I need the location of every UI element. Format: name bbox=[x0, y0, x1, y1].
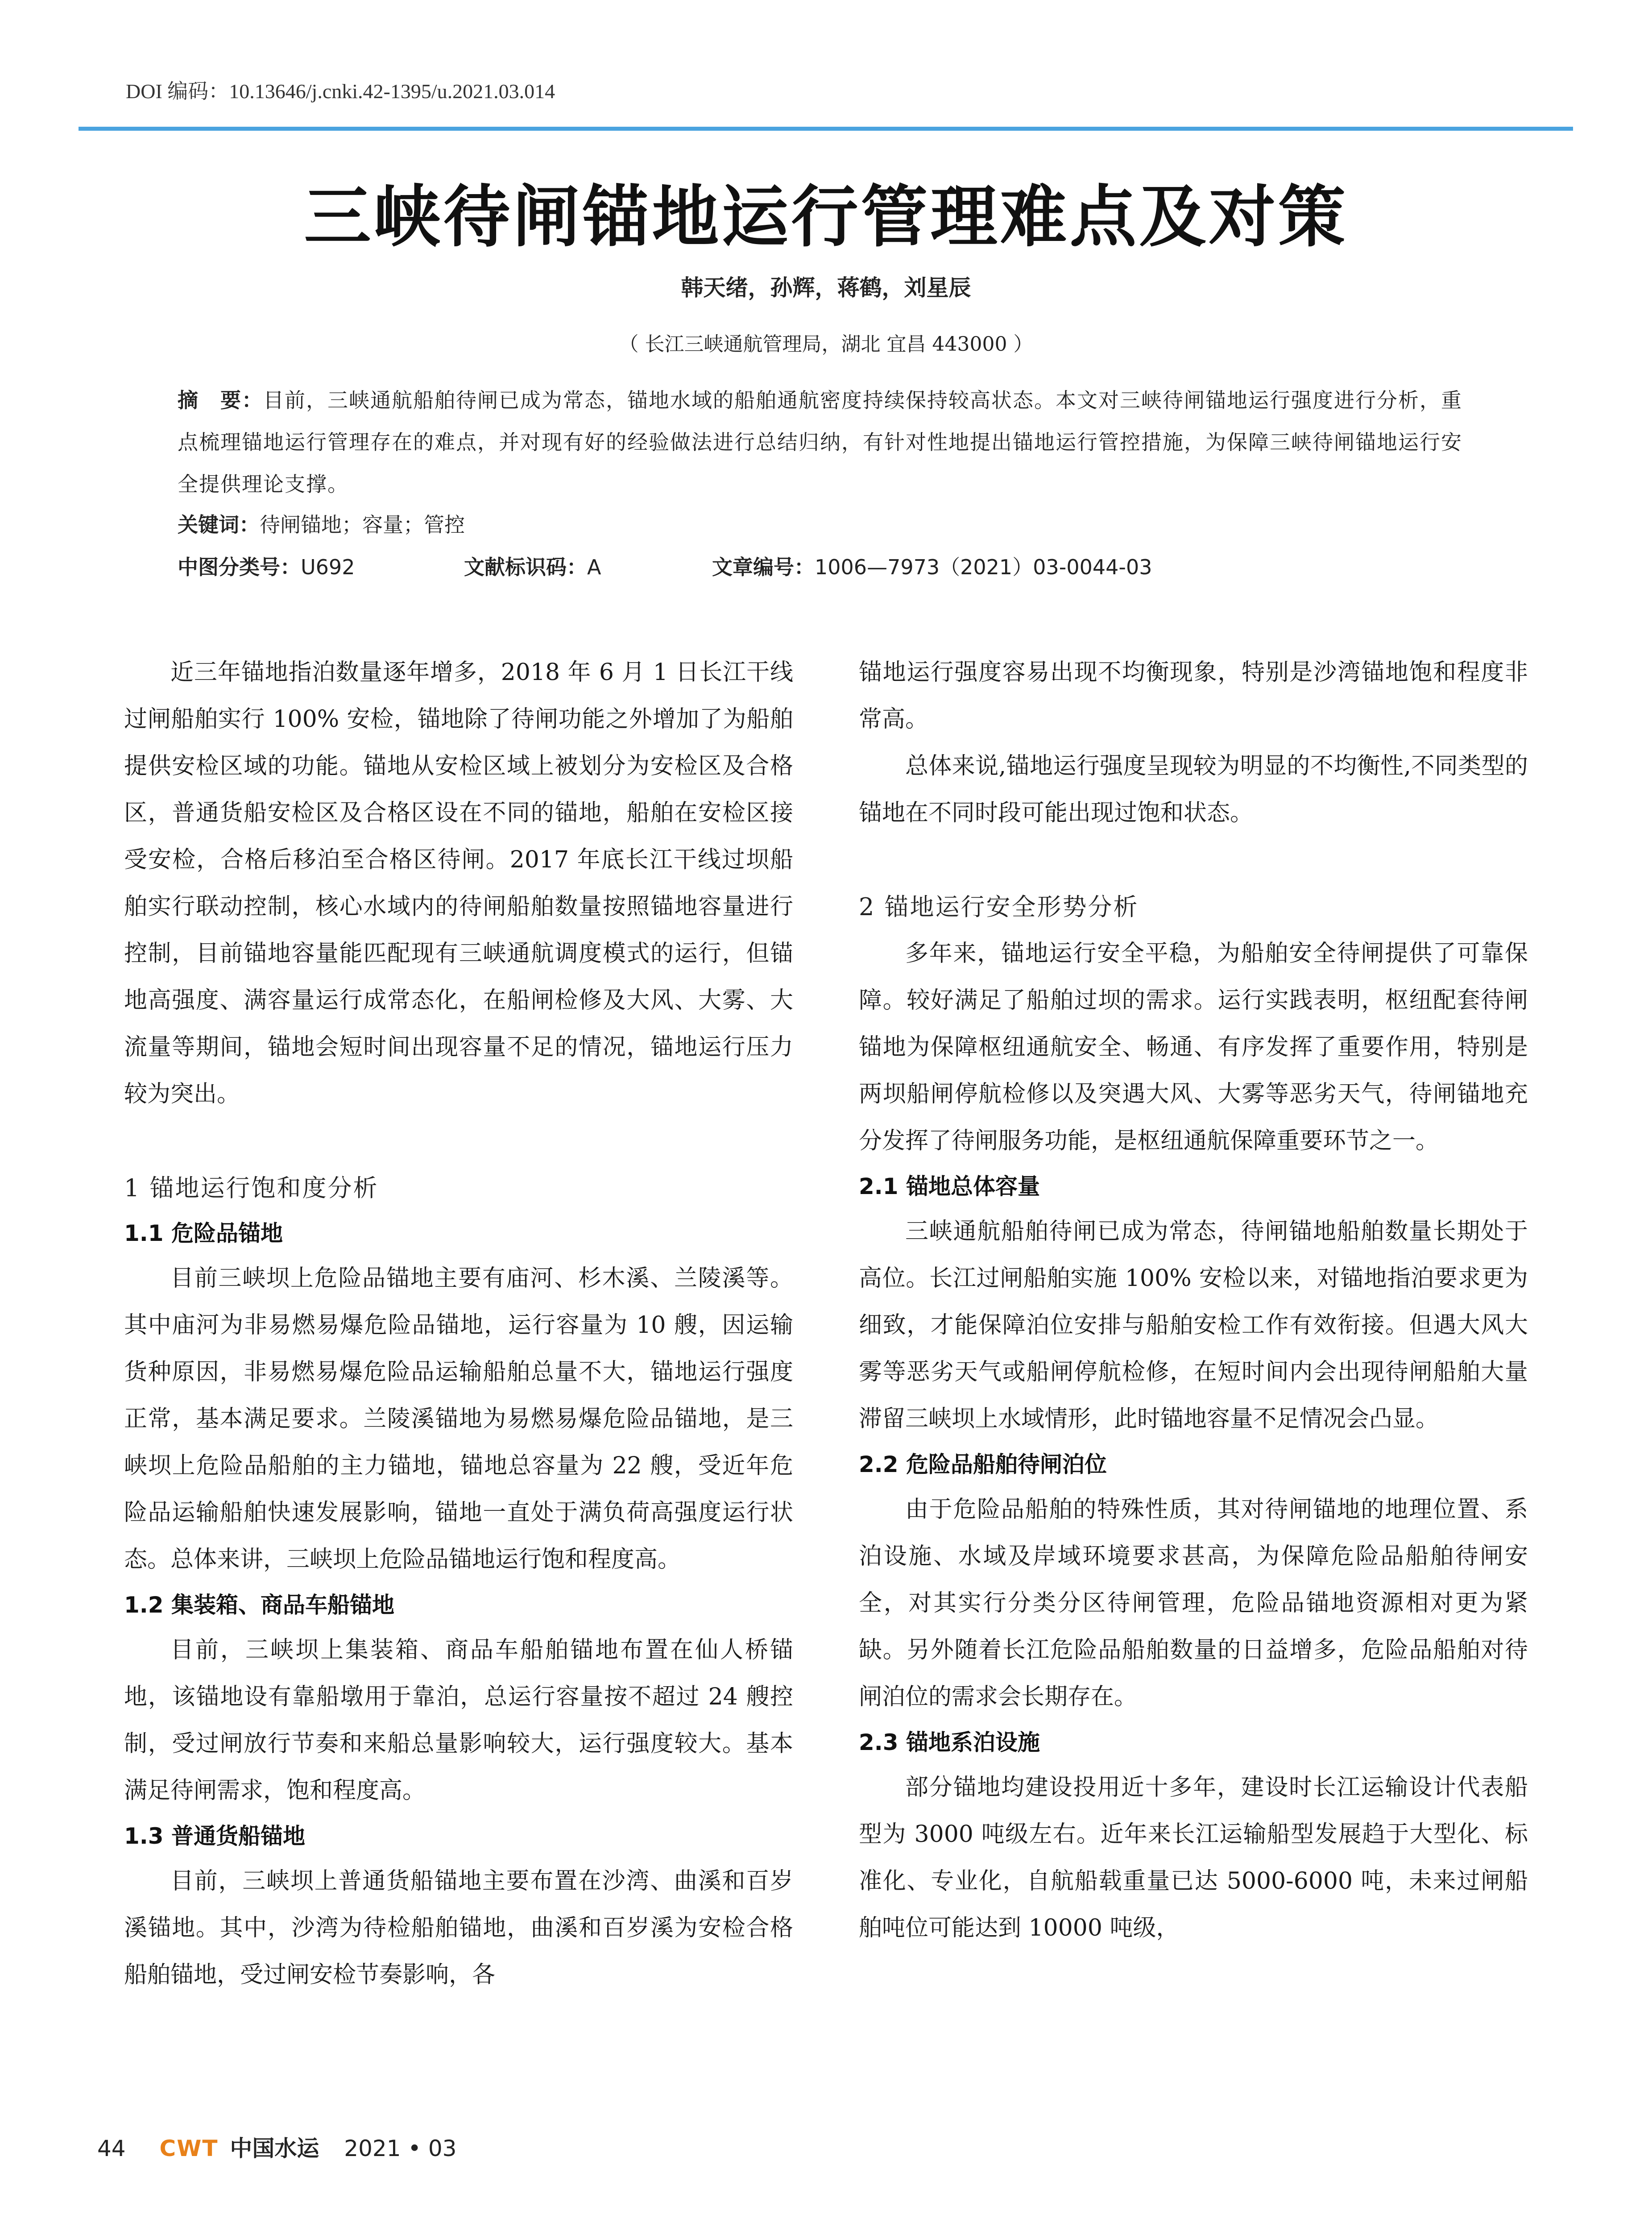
paragraph: 目前，三峡坝上普通货船锚地主要布置在沙湾、曲溪和百岁溪锚地。其中，沙湾为待检船舶锚地，曲溪和百岁溪为安检合格船舶锚地，受过闸安检节奏影响，各 bbox=[124, 1868, 793, 1988]
section-heading-2: 2 锚地运行安全形势分析 bbox=[859, 893, 1139, 921]
clc-label: 中图分类号： bbox=[178, 555, 301, 579]
abstract bbox=[178, 379, 1476, 505]
subsection-heading-2-1: 2.1 锚地总体容量 bbox=[859, 1174, 1040, 1199]
journal-name: 中国水运 bbox=[230, 2135, 319, 2161]
keywords-text: 待闸锚地；容量；管控 bbox=[260, 513, 465, 537]
article-title: 三峡待闸锚地运行管理难点及对策 bbox=[304, 178, 1348, 256]
affiliation: （ 长江三峡通航管理局，湖北 宜昌 443000 ） bbox=[619, 333, 1033, 356]
abstract-label: 摘 要： bbox=[178, 388, 263, 412]
paragraph: 目前，三峡坝上集装箱、商品车船舶锚地布置在仙人桥锚地，该锚地设有靠船墩用于靠泊，总运行容量按不超过 24 艘控制，受过闸放行节奏和来船总量影响较大，运行强度较大。基本满足待闸需求，饱和程度高。 bbox=[124, 1637, 793, 1804]
section-heading-1: 1 锚地运行饱和度分析 bbox=[124, 1174, 379, 1202]
art-value: 1006—7973（2021）03-0044-03 bbox=[815, 555, 1152, 579]
header-rule bbox=[79, 127, 1573, 131]
doi-line: DOI 编码：10.13646/j.cnki.42-1395/u.2021.03.014 bbox=[126, 80, 555, 103]
authors: 韩天绪，孙辉，蒋鹤，刘星辰 bbox=[681, 275, 971, 301]
article-number bbox=[712, 551, 1152, 581]
journal-logo: CWT bbox=[159, 2136, 219, 2161]
left-column bbox=[124, 649, 793, 1999]
subsection-heading-1-3: 1.3 普通货船锚地 bbox=[124, 1823, 305, 1849]
keywords-label: 关键词： bbox=[178, 513, 260, 537]
doc-code bbox=[464, 551, 601, 581]
doc-label: 文献标识码： bbox=[464, 555, 587, 579]
subsection-heading-2-2: 2.2 危险品船舶待闸泊位 bbox=[859, 1451, 1107, 1477]
subsection-heading-1-2: 1.2 集装箱、商品车船锚地 bbox=[124, 1592, 394, 1618]
clc-code bbox=[178, 551, 355, 581]
page-number: 44 bbox=[97, 2136, 126, 2161]
art-label: 文章编号： bbox=[712, 555, 815, 579]
clc-value: U692 bbox=[301, 555, 355, 579]
paragraph: 总体来说,锚地运行强度呈现较为明显的不均衡性,不同类型的锚地在不同时段可能出现过饱和状态。 bbox=[859, 753, 1528, 826]
paragraph: 近三年锚地指泊数量逐年增多，2018 年 6 月 1 日长江干线过闸船舶实行 100% 安检，锚地除了待闸功能之外增加了为船舶提供安检区域的功能。锚地从安检区域上被划分为安检区及合格区，普通货船安检区及合格区设在不同的锚地，船舶在安检区接受安检，合格后移泊至合格区待闸。2017 年底长江干线过坝船舶实行联动控制，核心水域内的待闸船舶数量按照锚地容量进行控制，目前锚地容量能匹配现有三峡通航调度模式的运行，但锚地高强度、满容量运行成常态化，在船闸检修及大风、大雾、大流量等期间，锚地会短时间出现容量不足的情况，锚地运行压力较为突出。 bbox=[124, 659, 793, 1107]
paragraph: 三峡通航船舶待闸已成为常态，待闸锚地船舶数量长期处于高位。长江过闸船舶实施 100% 安检以来，对锚地指泊要求更为细致，才能保障泊位安排与船舶安检工作有效衔接。但遇大风大雾等恶劣天气或船闸停航检修，在短时间内会出现待闸船舶大量滞留三峡坝上水域情形，此时锚地容量不足情况会凸显。 bbox=[859, 1218, 1528, 1432]
paragraph: 由于危险品船舶的特殊性质，其对待闸锚地的地理位置、系泊设施、水域及岸域环境要求甚高，为保障危险品船舶待闸安全，对其实行分类分区待闸管理，危险品锚地资源相对更为紧缺。另外随着长江危险品船舶数量的日益增多，危险品船舶对待闸泊位的需求会长期存在。 bbox=[859, 1496, 1528, 1710]
issue: 2021 • 03 bbox=[344, 2136, 457, 2161]
subsection-heading-2-3: 2.3 锚地系泊设施 bbox=[859, 1729, 1040, 1755]
right-column bbox=[859, 649, 1528, 1952]
paragraph: 锚地运行强度容易出现不均衡现象，特别是沙湾锚地饱和程度非常高。 bbox=[859, 659, 1528, 733]
abstract-text: 目前，三峡通航船舶待闸已成为常态，锚地水域的船舶通航密度持续保持较高状态。本文对三峡待闸锚地运行强度进行分析，重点梳理锚地运行管理存在的难点，并对现有好的经验做法进行总结归纳，有针对性地提出锚地运行管控措施，为保障三峡待闸锚地运行安全提供理论支撑。 bbox=[178, 388, 1462, 496]
page-footer bbox=[97, 2131, 456, 2163]
subsection-heading-1-1: 1.1 危险品锚地 bbox=[124, 1220, 283, 1246]
doc-value: A bbox=[587, 555, 601, 579]
paragraph: 多年来，锚地运行安全平稳，为船舶安全待闸提供了可靠保障。较好满足了船舶过坝的需求。运行实践表明，枢纽配套待闸锚地为保障枢纽通航安全、畅通、有序发挥了重要作用，特别是两坝船闸停航检修以及突遇大风、大雾等恶劣天气，待闸锚地充分发挥了待闸服务功能，是枢纽通航保障重要环节之一。 bbox=[859, 940, 1528, 1154]
paragraph: 目前三峡坝上危险品锚地主要有庙河、杉木溪、兰陵溪等。其中庙河为非易燃易爆危险品锚地，运行容量为 10 艘，因运输货种原因，非易燃易爆危险品运输船舶总量不大，锚地运行强度正常，基本满足要求。兰陵溪锚地为易燃易爆危险品锚地，是三峡坝上危险品船舶的主力锚地，锚地总容量为 22 艘，受近年危险品运输船舶快速发展影响，锚地一直处于满负荷高强度运行状态。总体来讲，三峡坝上危险品锚地运行饱和程度高。 bbox=[124, 1265, 793, 1573]
paragraph: 部分锚地均建设投用近十多年，建设时长江运输设计代表船型为 3000 吨级左右。近年来长江运输船型发展趋于大型化、标准化、专业化，自航船载重量已达 5000-6000 吨，未来过闸船舶吨位可能达到 10000 吨级， bbox=[859, 1774, 1528, 1941]
keywords bbox=[178, 509, 465, 538]
